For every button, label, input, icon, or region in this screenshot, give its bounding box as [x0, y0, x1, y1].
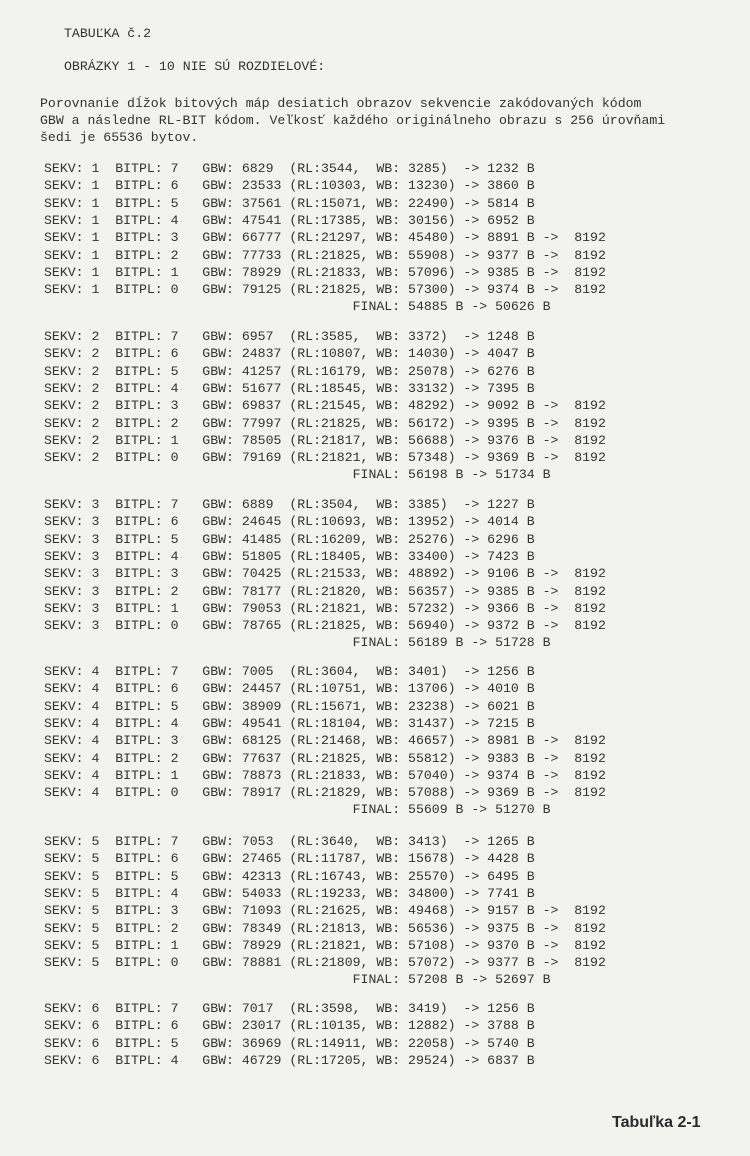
table-row: SEKV: 5 BITPL: 2 GBW: 78349 (RL:21813, WB: 56536) -> 9375 B -> 8192	[44, 920, 606, 936]
final-total-row: FINAL: 55609 B -> 51270 B	[44, 802, 551, 818]
table-title: TABUĽKA č.2	[64, 26, 152, 41]
table-row: SEKV: 5 BITPL: 0 GBW: 78881 (RL:21809, WB: 57072) -> 9377 B -> 8192	[44, 955, 606, 971]
intro-line: šedi je 65536 bytov.	[40, 130, 199, 145]
table-row: SEKV: 3 BITPL: 0 GBW: 78765 (RL:21825, WB: 56940) -> 9372 B -> 8192	[44, 618, 606, 634]
table-row: SEKV: 2 BITPL: 7 GBW: 6957 (RL:3585, WB: 3372) -> 1248 B	[44, 329, 535, 344]
table-row: SEKV: 4 BITPL: 1 GBW: 78873 (RL:21833, WB: 57040) -> 9374 B -> 8192	[44, 767, 606, 783]
intro-line: GBW a následne RL-BIT kódom. Veľkosť každého originálneho obrazu s 256 úrovňami	[40, 113, 666, 128]
table-row: SEKV: 1 BITPL: 7 GBW: 6829 (RL:3544, WB: 3285) -> 1232 B	[44, 161, 535, 176]
table-row: SEKV: 1 BITPL: 4 GBW: 47541 (RL:17385, WB: 30156) -> 6952 B	[44, 212, 535, 228]
table-subtitle: OBRÁZKY 1 - 10 NIE SÚ ROZDIELOVÉ:	[64, 59, 326, 74]
table-row: SEKV: 1 BITPL: 6 GBW: 23533 (RL:10303, WB: 13230) -> 3860 B	[44, 178, 535, 194]
table-row: SEKV: 1 BITPL: 1 GBW: 78929 (RL:21833, WB: 57096) -> 9385 B -> 8192	[44, 264, 606, 280]
table-row: SEKV: 4 BITPL: 0 GBW: 78917 (RL:21829, WB: 57088) -> 9369 B -> 8192	[44, 785, 606, 801]
table-row: SEKV: 3 BITPL: 1 GBW: 79053 (RL:21821, WB: 57232) -> 9366 B -> 8192	[44, 600, 606, 616]
table-row: SEKV: 3 BITPL: 5 GBW: 41485 (RL:16209, WB: 25276) -> 6296 B	[44, 531, 535, 547]
table-row: SEKV: 4 BITPL: 6 GBW: 24457 (RL:10751, WB: 13706) -> 4010 B	[44, 681, 535, 697]
table-row: SEKV: 4 BITPL: 4 GBW: 49541 (RL:18104, WB: 31437) -> 7215 B	[44, 715, 535, 731]
table-row: SEKV: 3 BITPL: 7 GBW: 6889 (RL:3504, WB: 3385) -> 1227 B	[44, 497, 535, 512]
table-row: SEKV: 2 BITPL: 6 GBW: 24837 (RL:10807, WB: 14030) -> 4047 B	[44, 346, 535, 362]
table-row: SEKV: 1 BITPL: 0 GBW: 79125 (RL:21825, WB: 57300) -> 9374 B -> 8192	[44, 282, 606, 298]
table-row: SEKV: 6 BITPL: 4 GBW: 46729 (RL:17205, WB: 29524) -> 6837 B	[44, 1052, 535, 1068]
table-row: SEKV: 2 BITPL: 5 GBW: 41257 (RL:16179, WB: 25078) -> 6276 B	[44, 363, 535, 379]
table-row: SEKV: 5 BITPL: 7 GBW: 7053 (RL:3640, WB: 3413) -> 1265 B	[44, 834, 535, 849]
table-row: SEKV: 2 BITPL: 1 GBW: 78505 (RL:21817, WB: 56688) -> 9376 B -> 8192	[44, 432, 606, 448]
table-caption: Tabuľka 2-1	[612, 1114, 701, 1131]
table-row: SEKV: 2 BITPL: 3 GBW: 69837 (RL:21545, WB: 48292) -> 9092 B -> 8192	[44, 398, 606, 414]
table-row: SEKV: 5 BITPL: 3 GBW: 71093 (RL:21625, WB: 49468) -> 9157 B -> 8192	[44, 903, 606, 919]
final-total-row: FINAL: 54885 B -> 50626 B	[44, 299, 551, 315]
final-total-row: FINAL: 56189 B -> 51728 B	[44, 635, 551, 651]
table-row: SEKV: 6 BITPL: 7 GBW: 7017 (RL:3598, WB: 3419) -> 1256 B	[44, 1001, 535, 1016]
intro-line: Porovnanie dĺžok bitových máp desiatich obrazov sekvencie zakódovaných kódom	[40, 96, 642, 111]
table-row: SEKV: 1 BITPL: 3 GBW: 66777 (RL:21297, WB: 45480) -> 8891 B -> 8192	[44, 230, 606, 246]
table-row: SEKV: 4 BITPL: 5 GBW: 38909 (RL:15671, WB: 23238) -> 6021 B	[44, 698, 535, 714]
table-row: SEKV: 4 BITPL: 2 GBW: 77637 (RL:21825, WB: 55812) -> 9383 B -> 8192	[44, 750, 606, 766]
table-row: SEKV: 4 BITPL: 3 GBW: 68125 (RL:21468, WB: 46657) -> 8981 B -> 8192	[44, 733, 606, 749]
table-row: SEKV: 5 BITPL: 4 GBW: 54033 (RL:19233, WB: 34800) -> 7741 B	[44, 885, 535, 901]
table-row: SEKV: 5 BITPL: 5 GBW: 42313 (RL:16743, WB: 25570) -> 6495 B	[44, 868, 535, 884]
table-row: SEKV: 1 BITPL: 5 GBW: 37561 (RL:15071, WB: 22490) -> 5814 B	[44, 195, 535, 211]
table-row: SEKV: 3 BITPL: 3 GBW: 70425 (RL:21533, WB: 48892) -> 9106 B -> 8192	[44, 566, 606, 582]
table-row: SEKV: 1 BITPL: 2 GBW: 77733 (RL:21825, WB: 55908) -> 9377 B -> 8192	[44, 247, 606, 263]
table-row: SEKV: 6 BITPL: 6 GBW: 23017 (RL:10135, WB: 12882) -> 3788 B	[44, 1018, 535, 1034]
table-row: SEKV: 2 BITPL: 2 GBW: 77997 (RL:21825, WB: 56172) -> 9395 B -> 8192	[44, 415, 606, 431]
table-row: SEKV: 2 BITPL: 0 GBW: 79169 (RL:21821, WB: 57348) -> 9369 B -> 8192	[44, 450, 606, 466]
final-total-row: FINAL: 57208 B -> 52697 B	[44, 972, 551, 988]
table-row: SEKV: 5 BITPL: 6 GBW: 27465 (RL:11787, WB: 15678) -> 4428 B	[44, 851, 535, 867]
table-row: SEKV: 4 BITPL: 7 GBW: 7005 (RL:3604, WB: 3401) -> 1256 B	[44, 664, 535, 679]
table-row: SEKV: 3 BITPL: 2 GBW: 78177 (RL:21820, WB: 56357) -> 9385 B -> 8192	[44, 583, 606, 599]
table-row: SEKV: 3 BITPL: 4 GBW: 51805 (RL:18405, WB: 33400) -> 7423 B	[44, 548, 535, 564]
table-row: SEKV: 6 BITPL: 5 GBW: 36969 (RL:14911, WB: 22058) -> 5740 B	[44, 1035, 535, 1051]
final-total-row: FINAL: 56198 B -> 51734 B	[44, 467, 551, 483]
table-row: SEKV: 5 BITPL: 1 GBW: 78929 (RL:21821, WB: 57108) -> 9370 B -> 8192	[44, 937, 606, 953]
table-row: SEKV: 3 BITPL: 6 GBW: 24645 (RL:10693, WB: 13952) -> 4014 B	[44, 514, 535, 530]
table-row: SEKV: 2 BITPL: 4 GBW: 51677 (RL:18545, WB: 33132) -> 7395 B	[44, 380, 535, 396]
